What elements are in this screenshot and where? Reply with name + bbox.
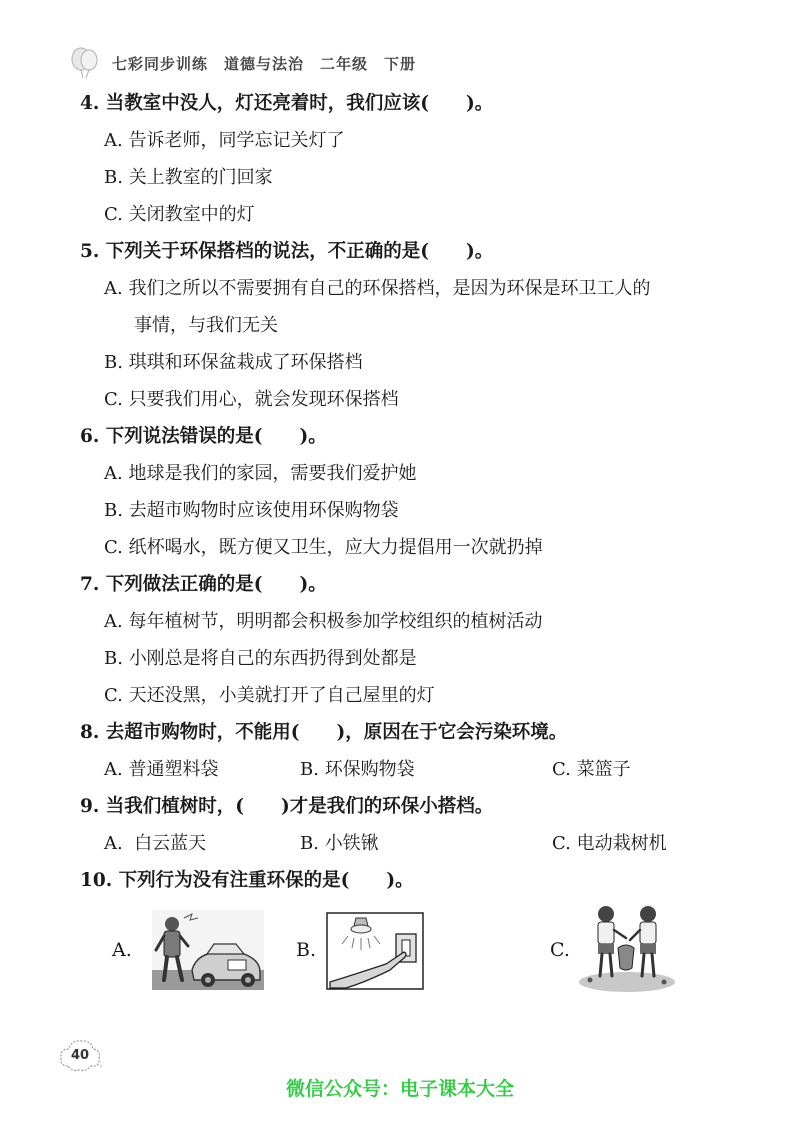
question-5 xyxy=(80,237,493,263)
question-number: 10. xyxy=(80,870,113,891)
question-stem: 下列行为没有注重环保的是( )。 xyxy=(118,870,414,891)
option-5b: B. 琪琪和环保盆栽成了环保搭档 xyxy=(104,352,363,373)
question-8 xyxy=(80,718,567,744)
question-stem: 当教室中没人，灯还亮着时，我们应该( )。 xyxy=(105,93,494,114)
option-6b: B. 去超市购物时应该使用环保购物袋 xyxy=(104,500,399,521)
question-6 xyxy=(80,422,327,448)
page-number: 40 xyxy=(58,1036,102,1076)
option-5c: C. 只要我们用心，就会发现环保搭档 xyxy=(104,389,399,410)
header-title: 七彩同步训练 道德与法治 二年级 下册 xyxy=(112,54,417,73)
balloon-icon xyxy=(68,46,102,80)
question-number: 8. xyxy=(80,722,100,743)
option-4c: C. 关闭教室中的灯 xyxy=(104,204,255,225)
option-10c-label: C. xyxy=(550,939,570,961)
option-7b: B. 小刚总是将自己的东西扔得到处都是 xyxy=(104,648,417,669)
question-number: 5. xyxy=(80,241,100,262)
watermark-text: 微信公众号：电子课本大全 xyxy=(285,1078,514,1100)
option-5a-continued: 事情，与我们无关 xyxy=(134,315,278,336)
option-6a: A. 地球是我们的家园，需要我们爱护她 xyxy=(104,463,417,484)
person-with-car-illustration xyxy=(152,910,264,990)
option-10b-label: B. xyxy=(296,939,317,961)
light-switch-illustration xyxy=(326,912,424,990)
question-stem: 下列做法正确的是( )。 xyxy=(105,574,327,595)
option-9c: C. 电动栽树机 xyxy=(552,833,667,854)
option-8a: A. 普通塑料袋 xyxy=(104,759,219,780)
question-4 xyxy=(80,89,493,115)
option-4b: B. 关上教室的门回家 xyxy=(104,167,273,188)
question-number: 4. xyxy=(80,93,100,114)
option-9b: B. 小铁锹 xyxy=(300,833,379,854)
question-9 xyxy=(80,792,493,818)
question-stem: 去超市购物时，不能用( )，原因在于它会污染环境。 xyxy=(105,722,568,743)
question-number: 9. xyxy=(80,796,100,817)
option-7a: A. 每年植树节，明明都会积极参加学校组织的植树活动 xyxy=(104,611,543,632)
question-stem: 下列关于环保搭档的说法，不正确的是( )。 xyxy=(105,241,494,262)
option-9a: A. 白云蓝天 xyxy=(104,833,207,854)
question-10 xyxy=(80,866,414,892)
option-6c: C. 纸杯喝水，既方便又卫生，应大力提倡用一次就扔掉 xyxy=(104,537,543,558)
option-7c: C. 天还没黑，小美就打开了自己屋里的灯 xyxy=(104,685,435,706)
page-header xyxy=(68,46,416,80)
children-picking-litter-illustration xyxy=(576,902,678,994)
question-7 xyxy=(80,570,327,596)
question-number: 7. xyxy=(80,574,100,595)
option-4a: A. 告诉老师，同学忘记关灯了 xyxy=(104,130,345,151)
option-10a-label: A. xyxy=(112,939,132,961)
option-5a: A. 我们之所以不需要拥有自己的环保搭档，是因为环保是环卫工人的 xyxy=(104,278,651,299)
question-stem: 下列说法错误的是( )。 xyxy=(105,426,327,447)
option-8b: B. 环保购物袋 xyxy=(300,759,415,780)
question-stem: 当我们植树时，( )才是我们的环保小搭档。 xyxy=(105,796,494,817)
question-number: 6. xyxy=(80,426,100,447)
option-8c: C. 菜篮子 xyxy=(552,759,631,780)
